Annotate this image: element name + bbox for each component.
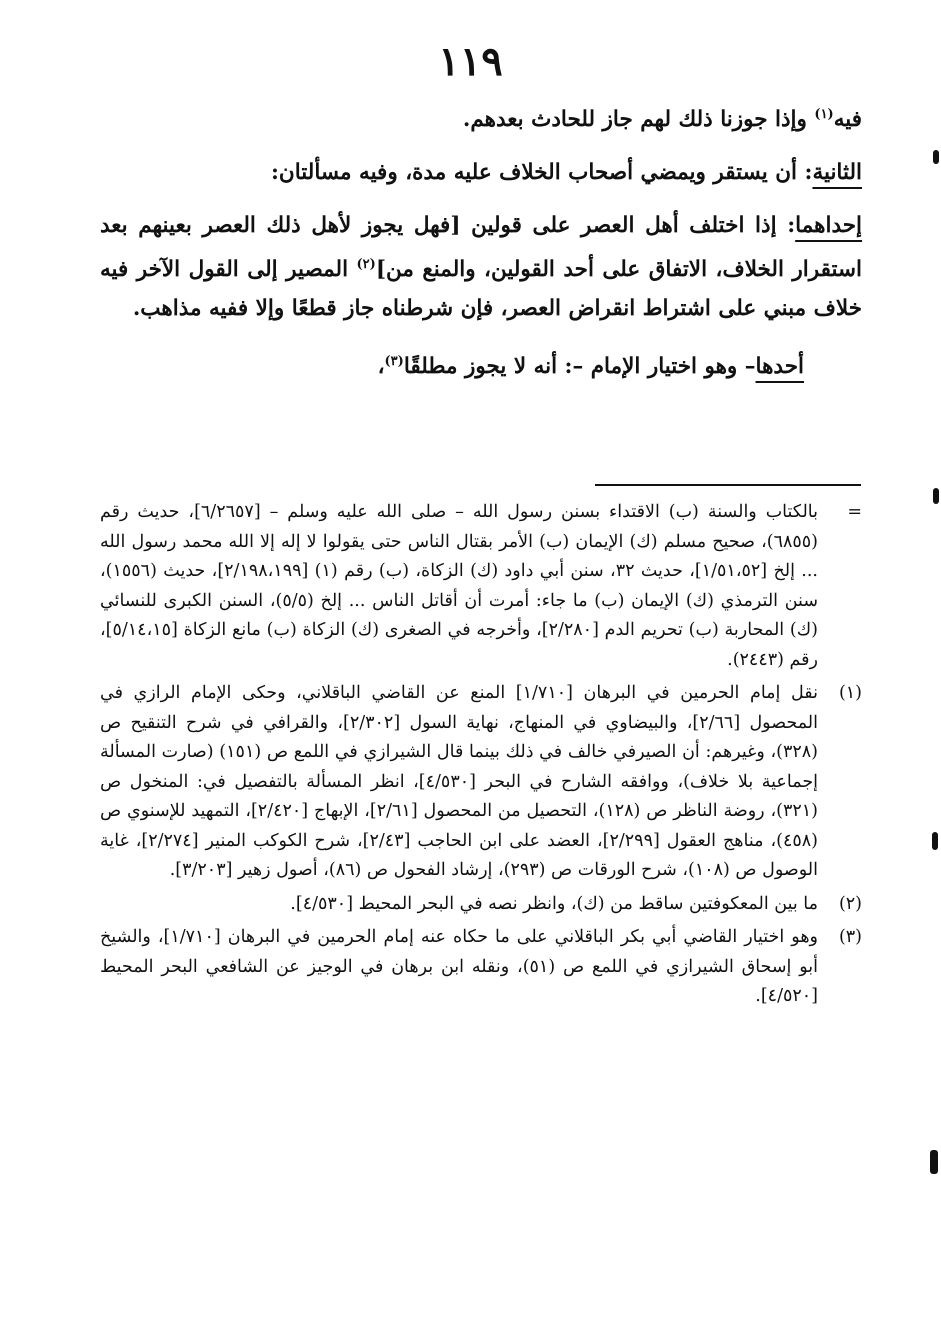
footnote-text: وهو اختيار القاضي أبي بكر الباقلاني على ما حكاه عنه إمام الحرمين في البرهان [١/٧١٠]، والشيخ أبو إسحاق الشيرازي في اللمع ص (٥١)، ونقله ابن برهان في الوجيز عن الشافعي البحر المحيط [٤/٥٢٠]. xyxy=(100,927,818,1006)
paragraph-1: فيه$^{(١)}$ وإذا جوزنا ذلك لهم جاز للحادث بعدهم. xyxy=(462,107,862,133)
paragraph-2: الثانية: أن يستقر ويمضي أصحاب الخلاف عليه مدة، وفيه مسألتان: xyxy=(271,160,862,186)
scan-mark xyxy=(933,488,939,504)
main-text xyxy=(100,95,862,386)
footnote-number: = xyxy=(847,502,862,522)
footnote-number: (١) xyxy=(838,683,862,703)
footnote-3 xyxy=(100,923,862,1012)
footnote-text: ما بين المعكوفتين ساقط من (ك)، وانظر نصه في البحر المحيط [٤/٥٣٠]. xyxy=(290,893,818,914)
footnotes xyxy=(100,498,862,1012)
footnote-text: بالكتاب والسنة (ب) الاقتداء بسنن رسول الله – صلى الله عليه وسلم – [٦/٢٦٥٧]، حديث رقم (٦٨٥٥)، صحيح مسلم (ك) الإيمان (ب) الأمر بقتال الناس حتى يقولوا لا إله إلا الله محمد رسول الله ... إلخ [١/٥١،٥٢]، حديث ٣٢، سنن أبي داود (ك) الزكاة، (ب) رقم (١) [٢/١٩٨،١٩٩]، حديث (١٥٥٦)، سنن الترمذي (ك) الإيمان (ب) ما جاء: أمرت أن أقاتل الناس ... إلخ (٥/٥)، السنن الكبرى للنسائي (ك) المحاربة (ب) تحريم الدم [٢/٢٨٠]، وأخرجه في الصغرى (ك) الزكاة (ب) مانع الزكاة [٥/١٤،١٥]، رقم (٢٤٤٣). xyxy=(100,502,818,670)
scan-mark xyxy=(932,832,938,850)
footnote-number: (٢) xyxy=(838,893,862,914)
footnote-ref-1[interactable]: (١) xyxy=(814,107,834,122)
footnote-1 xyxy=(100,679,862,886)
footnote-ref-2[interactable]: (٢) xyxy=(356,257,376,273)
footnote-continued xyxy=(100,498,862,675)
keyword-second: الثانية xyxy=(812,160,862,186)
footnote-2 xyxy=(100,890,862,920)
paragraph-3: إحداهما: إذا اختلف أهل العصر على قولين [فهل يجوز لأهل ذلك العصر بعينهم بعد استقرار الخلاف، الاتفاق على أحد القولين، والمنع من]$^{(٢)}$ المصير إلى القول الآخر فيه خلاف مبني على اشتراط انقراض العصر، فإن شرطناه جاز قطعًا وإلا ففيه مذاهب. xyxy=(100,213,862,322)
page-number: ١١٩ xyxy=(438,38,503,85)
footnote-separator xyxy=(595,484,861,486)
footnote-text: نقل إمام الحرمين في البرهان [١/٧١٠] المنع عن القاضي الباقلاني، وحكى الإمام الرازي في المحصول [٢/٦٦]، والبيضاوي في المنهاج، نهاية السول [٢/٣٠٢]، والقرافي في شرح التنقيح ص (٣٢٨)، وغيرهم: أن الصيرفي خالف في ذلك بينما قال الشيرازي في اللمع ص (١٥١) (صارت المسألة إجماعية بلا خلاف)، ووافقه الشارح في البحر [٤/٥٣٠]، انظر المسألة بالتفصيل في: المنخول ص (٣٢١)، روضة الناظر ص (١٢٨)، التحصيل من المحصول [٢/٦١]، الإبهاج [٢/٤٢٠]، التمهيد للإسنوي ص (٤٥٨)، مناهج العقول [٢/٢٩٩]، العضد على ابن الحاجب [٢/٤٣]، شرح الكوكب المنير [٢/٢٧٤]، غاية الوصول ص (١٠٨)، شرح الورقات ص (٢٩٣)، إرشاد الفحول ص (٨٦)، أصول زهير [٣/٢٠٣]. xyxy=(100,683,819,880)
keyword-first-view: أحدها xyxy=(755,354,804,380)
paragraph-4: أحدها– وهو اختيار الإمام –: أنه لا يجوز مطلقًا$^{(٣)}$، xyxy=(377,354,804,380)
footnote-ref-3[interactable]: (٣) xyxy=(384,354,404,370)
keyword-first-issue: إحداهما xyxy=(795,213,862,239)
scan-mark xyxy=(930,1150,938,1174)
scan-mark xyxy=(933,150,939,164)
footnote-number: (٣) xyxy=(838,927,862,947)
